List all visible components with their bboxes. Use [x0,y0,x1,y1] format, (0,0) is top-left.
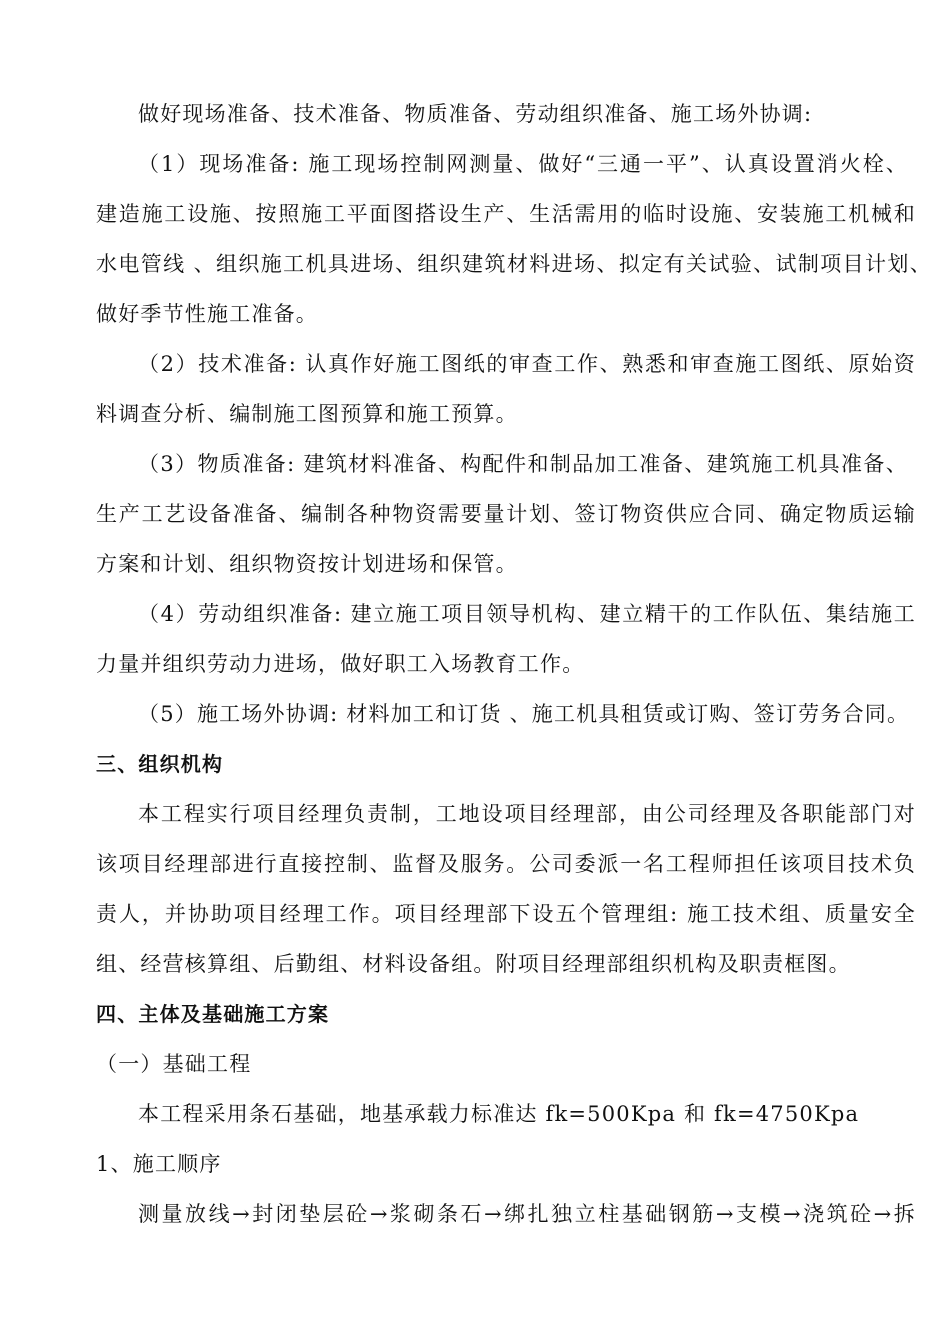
paragraph-site-prep-line-4: 做好季节性施工准备。 [96,302,318,326]
section-heading-construction-plan: 四、主体及基础施工方案 [96,1002,330,1026]
item-heading-construction-sequence: 1、施工顺序 [96,1152,222,1176]
subsection-heading-foundation: （一）基础工程 [96,1052,252,1076]
paragraph-organization-line-3: 责人，并协助项目经理工作。项目经理部下设五个管理组: 施工技术组、质量安全 [96,902,916,926]
paragraph-site-prep-line-3: 水电管线 、组织施工机具进场、组织建筑材料进场、拟定有关试验、试制项目计划、 [96,252,932,276]
paragraph-labor-prep-line-1: （4）劳动组织准备: 建立施工项目领导机构、建立精干的工作队伍、集结施工 [138,602,916,626]
paragraph-site-prep-line-2: 建造施工设施、按照施工平面图搭设生产、生活需用的临时设施、安装施工机械和 [96,202,916,226]
paragraph-organization-line-2: 该项目经理部进行直接控制、监督及服务。公司委派一名工程师担任该项目技术负 [96,852,916,876]
paragraph-material-prep-line-2: 生产工艺设备准备、编制各种物资需要量计划、签订物资供应合同、确定物质运输 [96,502,916,526]
section-heading-organization: 三、组织机构 [96,752,224,776]
paragraph-tech-prep-line-2: 料调查分析、编制施工图预算和施工预算。 [96,402,518,426]
paragraph-external-coordination: （5）施工场外协调: 材料加工和订货 、施工机具租赁或订购、签订劳务合同。 [138,702,910,726]
paragraph-labor-prep-line-2: 力量并组织劳动力进场，做好职工入场教育工作。 [96,652,585,676]
paragraph-construction-sequence: 测量放线→封闭垫层砼→浆砌条石→绑扎独立柱基础钢筋→支模→浇筑砼→拆 [138,1202,916,1226]
paragraph-intro: 做好现场准备、技术准备、物质准备、劳动组织准备、施工场外协调: [138,102,813,126]
paragraph-organization-line-4: 组、经营核算组、后勤组、材料设备组。附项目经理部组织机构及职责框图。 [96,952,851,976]
paragraph-organization-line-1: 本工程实行项目经理负责制，工地设项目经理部，由公司经理及各职能部门对 [138,802,916,826]
paragraph-material-prep-line-3: 方案和计划、组织物资按计划进场和保管。 [96,552,518,576]
paragraph-material-prep-line-1: （3）物质准备: 建筑材料准备、构配件和制品加工准备、建筑施工机具准备、 [138,452,908,476]
paragraph-site-prep-line-1: （1）现场准备: 施工现场控制网测量、做好“三通一平”、认真设置消火栓、 [138,152,908,176]
paragraph-foundation: 本工程采用条石基础，地基承载力标准达 fk=500Kpa 和 fk=4750Kpa [138,1102,860,1126]
paragraph-tech-prep-line-1: （2）技术准备: 认真作好施工图纸的审查工作、熟悉和审查施工图纸、原始资 [138,352,916,376]
